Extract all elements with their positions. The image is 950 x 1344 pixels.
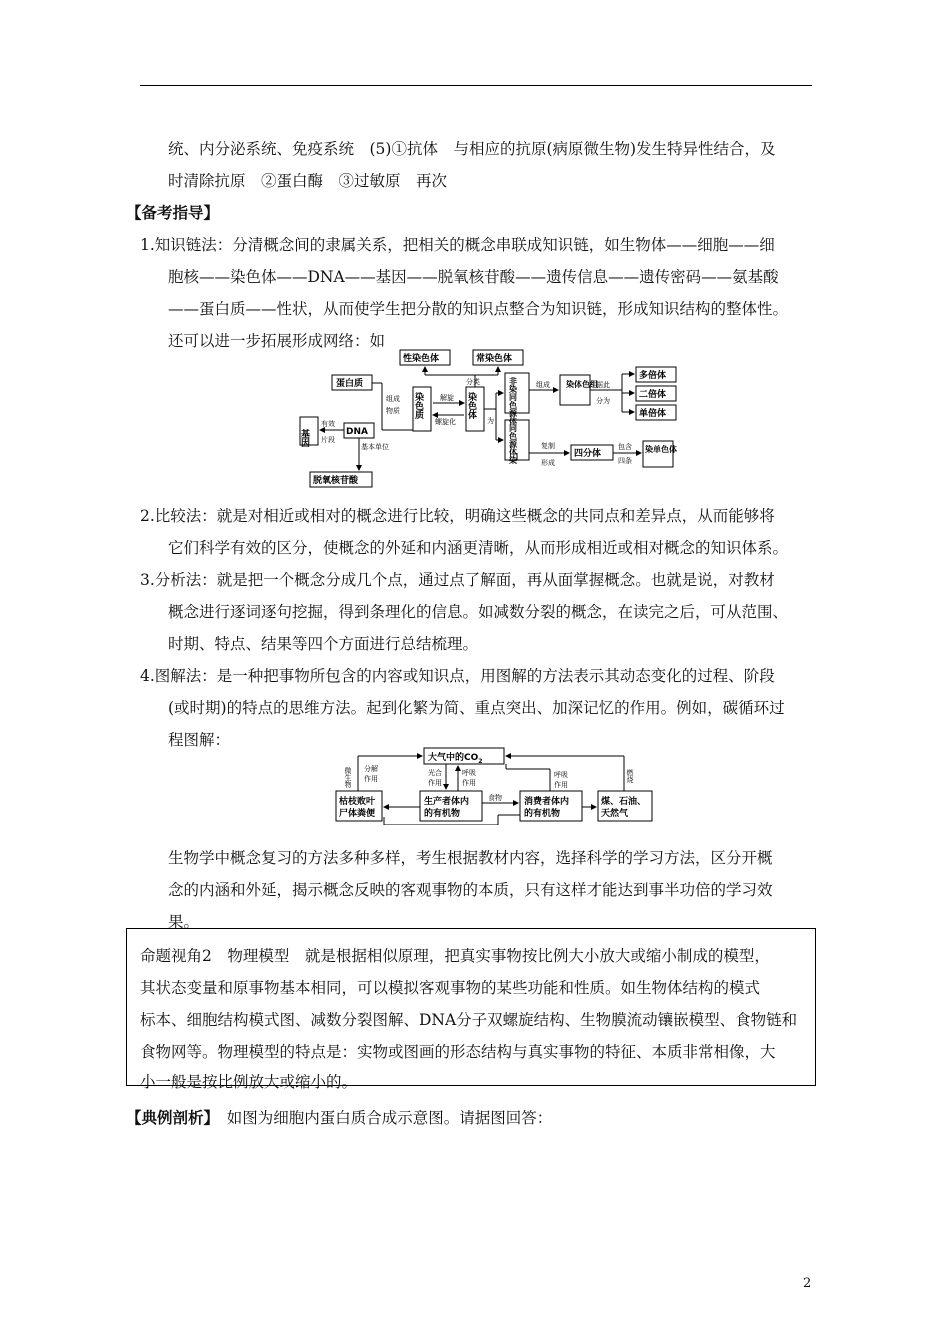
box-text-line: 标本、细胞结构模式图、减数分裂图解、DNA分子双螺旋结构、生物膜流动镶嵌模型、食物链和 (140, 1011, 798, 1029)
edge-label: 四条 (618, 457, 632, 465)
example-heading: 【典例剖析】 (126, 1108, 212, 1127)
edge-label: 作用 (554, 781, 568, 789)
haploid-label: 单倍体 (639, 409, 667, 419)
text-line: 时清除抗原 ②蛋白酶 ③过敏原 再次 (168, 172, 448, 190)
box-text-line: 食物网等。物理模型的特点是：实物或图画的形态结构与真实事物的特征、本质非常相像，大 (140, 1043, 776, 1061)
diploid-label: 二倍体 (639, 390, 667, 400)
example-line (126, 1108, 552, 1128)
edge-label: 片段 (321, 436, 335, 444)
edge-label: 物质 (386, 407, 400, 415)
consumer-label: 消费者体内 (524, 797, 570, 807)
producer-label: 生产者体内 (424, 797, 470, 807)
edge-label: 呼吸 (462, 769, 476, 777)
edge-label: 作用 (462, 779, 476, 787)
deoxy-label: 脱氧核苷酸 (313, 476, 359, 486)
tetrad-label: 四分体 (574, 449, 602, 459)
edge-label: 包含 (618, 443, 632, 451)
example-text: 如图为细胞内蛋白质合成示意图。请据图回答： (211, 1109, 553, 1127)
dna-label: DNA (346, 427, 368, 437)
box-text-line: 其状态变量和原事物基本相同，可以模拟客观事物的某些功能和性质。如生物体结构的模式 (140, 979, 761, 997)
edge-label: 呼吸 (554, 771, 568, 779)
edge-label: 复制 (541, 442, 555, 450)
gene-label: 基因 (299, 429, 309, 447)
nonhomologous-label: 非染同色源体 (508, 377, 518, 425)
section-heading: 【备考指导】 (126, 203, 220, 222)
fossil-label: 天然气 (601, 809, 629, 819)
edge-label: 据此 (596, 381, 610, 389)
text-line: ——蛋白质——性状，从而使学生把分散的知识点整合为知识链，形成知识结构的整体性。 (168, 300, 789, 318)
chromosome-label: 染色体 (466, 392, 476, 419)
homologous-label: 同色源体染 (508, 424, 518, 464)
text-line: 它们科学有效的区分，使概念的外延和内涵更清晰，从而形成相近或相对概念的知识体系。 (168, 539, 789, 557)
text-line: 生物学中概念复习的方法多种多样，考生根据教材内容，选择科学的学习方法，区分开概 (168, 849, 773, 867)
edge-label: 组成 (386, 395, 400, 403)
concept-map-diagram (296, 345, 686, 495)
edge-label: 组成 (536, 381, 550, 389)
edge-label: 食物 (488, 794, 502, 802)
edge-label: 基本单位 (361, 443, 389, 451)
edge-label: 燃烧 (626, 769, 634, 783)
edge-label: 作用 (428, 779, 442, 787)
carbon-cycle-diagram (328, 745, 658, 825)
text-line: 念的内涵和外延，揭示概念反映的客观事物的本质，只有这样才能达到事半功倍的学习效 (168, 881, 773, 899)
edge-label: 螺旋化 (435, 418, 456, 426)
polyploid-label: 多倍体 (639, 371, 667, 381)
sex-chromosome-label: 性染色体 (403, 354, 440, 364)
litter-label: 枯枝败叶 (339, 797, 376, 807)
box-text-line: 小一般是按比例放大或缩小的。 (140, 1073, 358, 1091)
edge-label: 分解 (364, 765, 378, 773)
fossil-label: 煤、石油、 (601, 797, 647, 807)
text-line: 统、内分泌系统、免疫系统 (5)①抗体 与相应的抗原(病原微生物)发生特异性结合，及 (168, 140, 776, 158)
page-number: 2 (803, 1276, 812, 1291)
text-line: 1.知识链法：分清概念间的隶属关系，把相关的概念串联成知识链，如生物体——细胞——细 (140, 236, 775, 254)
text-line: 时期、特点、结果等四个方面进行总结梳理。 (168, 635, 479, 653)
header-rule (140, 85, 812, 86)
box-text-line: 命题视角2 物理模型 就是根据相似原理，把真实事物按比例大小放大或缩小制成的模型， (140, 947, 770, 965)
consumer-label: 的有机物 (524, 809, 561, 819)
autosome-label: 常染色体 (476, 354, 513, 364)
text-line: 程图解： (168, 731, 231, 749)
text-line: (或时期)的特点的思维方法。起到化繁为简、重点突出、加深记忆的作用。例如，碳循环过 (168, 699, 785, 717)
text-line: 2.比较法：就是对相近或相对的概念进行比较，明确这些概念的共同点和差异点，从而能够将 (140, 507, 775, 525)
edge-label: 光合 (428, 769, 442, 777)
edge-label: 微生物 (344, 767, 352, 788)
text-line: 3.分析法：就是把一个概念分成几个点，通过点了解面，再从面掌握概念。也就是说，对教材 (140, 571, 775, 589)
edge-label: 作用 (364, 775, 378, 783)
edge-label: 分为 (596, 397, 610, 405)
atmosphere-label: 大气中的$CO_2$ (428, 753, 483, 765)
edge-label: 解旋 (440, 394, 454, 402)
text-line: 果。 (168, 913, 200, 931)
text-line: 胞核——染色体——DNA——基因——脱氧核苷酸——遗传信息——遗传密码——氨基酸 (168, 268, 779, 286)
producer-label: 的有机物 (424, 809, 461, 819)
text-line: 概念进行逐词逐句挖掘，得到条理化的信息。如减数分裂的概念，在读完之后，可从范围、 (168, 603, 789, 621)
protein-label: 蛋白质 (336, 379, 364, 389)
edge-label: 为 (487, 417, 494, 425)
chromatid-label: 染单色体 (645, 445, 677, 454)
chromatin-label: 染色质 (413, 392, 423, 419)
text-line: 还可以进一步拓展形成网络：如 (168, 332, 386, 350)
edge-label: 分类 (466, 378, 480, 386)
litter-label: 尸体粪便 (339, 809, 376, 819)
chrom-group-label: 染体色组 (566, 380, 598, 389)
edge-label: 有效 (321, 420, 335, 428)
text-line: 4.图解法：是一种把事物所包含的内容或知识点，用图解的方法表示其动态变化的过程、阶段 (140, 667, 775, 685)
edge-label: 形成 (541, 459, 555, 467)
